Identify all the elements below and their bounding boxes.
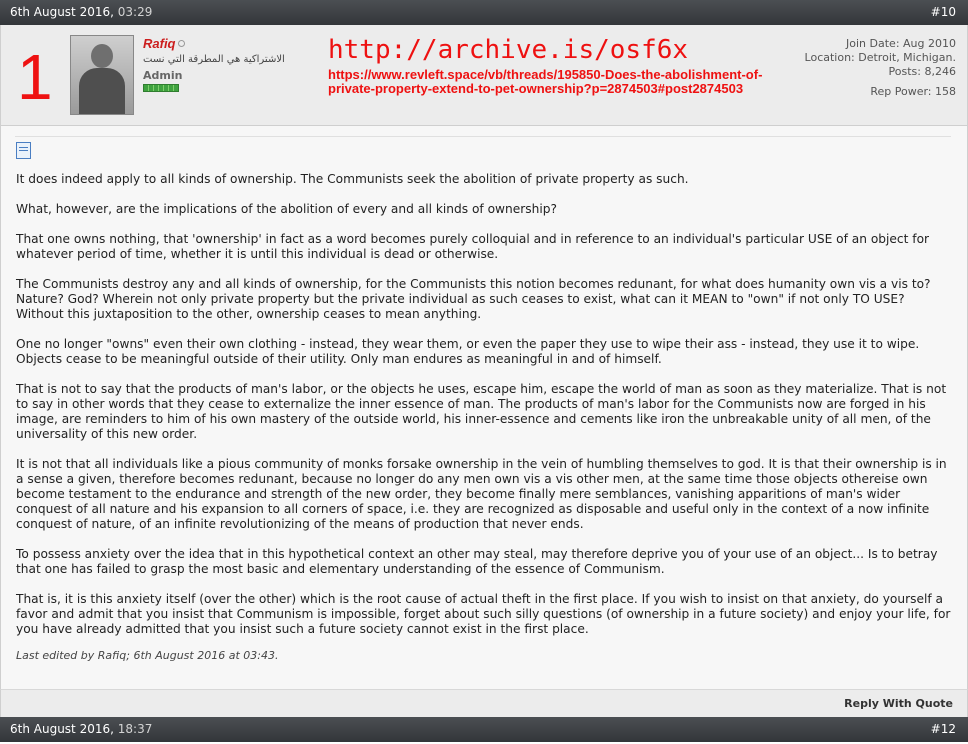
- archive-url-annotation: http://archive.is/osf6x: [328, 35, 689, 65]
- reply-with-quote-button[interactable]: Reply With Quote: [844, 697, 953, 710]
- post-paragraph: To possess anxiety over the idea that in this hypothetical context an other may steal, may therefore deprive you of your use of an object... Is to betray that one has failed to grasp the most basic and elementary understanding of the essence of Communism.: [16, 547, 938, 576]
- rep-power: Rep Power: 158: [870, 85, 956, 98]
- post-count: Posts: 8,246: [888, 65, 956, 78]
- next-post-header-bar: [0, 717, 968, 742]
- annotation-number: 1: [17, 41, 53, 113]
- join-date: Join Date: Aug 2010: [846, 37, 956, 50]
- source-url-annotation: https://www.revleft.space/vb/threads/195850-Does-the-abolishment-of-private-property-extend-to-pet-ownership?p=2874503#post2874503: [328, 67, 763, 96]
- post-footer: [0, 689, 968, 719]
- document-icon: [16, 142, 31, 159]
- location: Location: Detroit, Michigan.: [804, 51, 956, 64]
- username-link[interactable]: Rafiq: [143, 36, 176, 51]
- avatar[interactable]: [70, 35, 134, 115]
- post-date: 6th August 2016, 18:37: [10, 722, 153, 736]
- post-date: 6th August 2016, 03:29: [10, 5, 153, 19]
- edited-note: Last edited by Rafiq; 6th August 2016 at 03:43.: [16, 649, 279, 662]
- offline-status-icon: [178, 40, 185, 47]
- user-rank: Admin: [143, 69, 183, 82]
- post-paragraph: It is not that all individuals like a pious community of monks forsake ownership in the vein of humbling themselves to god. It is that their ownership is in a sense a given, therefore becomes redunant, because no longer do any men own vis a vis other men, at the same time those objects othereise own become testament to the endurance and strength of the new order, they become finally mere semblances, vanishing apparitions of man's wider conquest of all nature and his expansion to all corners of space, i.e. they are recognized as disposable and useful only in the context of a now infinite conquest of nature, of an infinite revolutionizing of the means of production that never ends.: [16, 457, 947, 531]
- post-paragraph: That one owns nothing, that 'ownership' in fact as a word becomes purely colloquial and in reference to an individual's particular USE of an object for whatever period of time, whether it is until this individual is dead or otherwise.: [16, 232, 930, 261]
- post-content: [0, 126, 968, 689]
- post-paragraph: The Communists destroy any and all kinds of ownership, for the Communists this notion becomes redunant, for what does humanity own vis a vis to? Nature? God? Wherein not only private property but the private individual as such ceases to exist, what can it MEAN to "own" if not only TO USE? Without this juxtaposition to the other, ownership ceases to mean anything.: [16, 277, 931, 321]
- post-number-link[interactable]: #10: [930, 5, 956, 19]
- user-meta: [805, 37, 956, 99]
- post-body: [16, 172, 951, 663]
- post-paragraph: That is not to say that the products of man's labor, or the objects he uses, escape him, escape the world of man as soon as they materialize. That is not to say in other words that they cease to externalize the inner essence of man. The products of man's labor for the Communists now are forged in his image, are reminders to him of his own mastery of the outside world, his inner-essence and cements like iron the unbreakable unity of all men, of the universality of this new order.: [16, 382, 947, 441]
- user-info-panel: [0, 25, 968, 126]
- user-title: الاشتراكية هي المطرقة التي نست: [143, 54, 285, 65]
- post-paragraph: One no longer "owns" even their own clothing - instead, they wear them, or even the paper they use to wipe their ass - instead, they use it to wipe. Objects cease to be meaningful outside of their utility. Only man endures as meaningful in and of himself.: [16, 337, 920, 366]
- reputation-bar-icon: [143, 84, 179, 92]
- post-paragraph: What, however, are the implications of the abolition of every and all kinds of ownership?: [16, 202, 557, 216]
- post-number-link[interactable]: #12: [930, 722, 956, 736]
- post-paragraph: It does indeed apply to all kinds of ownership. The Communists seek the abolition of private property as such.: [16, 172, 689, 186]
- post-header-bar: [0, 0, 968, 25]
- post-paragraph: That is, it is this anxiety itself (over the other) which is the root cause of actual theft in the first place. If you wish to insist on that anxiety, do yourself a favor and admit that you insist that Communism is impossible, forget about such silly questions (of ownership in a future society) and enjoy your life, for you have already admitted that you insist such a future society cannot exist in the first place.: [16, 592, 951, 636]
- divider: [15, 136, 951, 137]
